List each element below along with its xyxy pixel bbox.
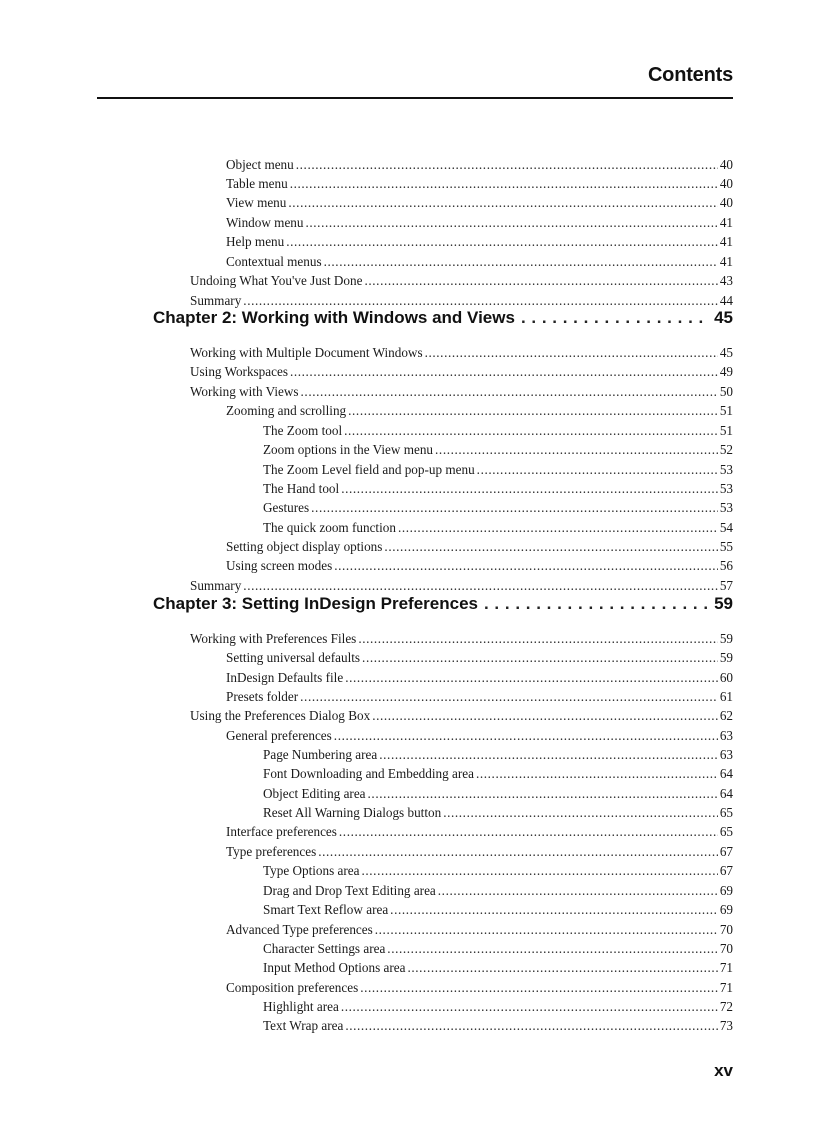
toc-entry-title: The Zoom tool bbox=[263, 423, 343, 438]
toc-entry-title: Reset All Warning Dialogs button bbox=[263, 805, 442, 820]
toc-entry-page: 59 bbox=[714, 594, 733, 613]
toc-entry-page: 40 bbox=[719, 176, 733, 191]
toc-entry-title: Input Method Options area bbox=[263, 960, 406, 975]
toc-entry-page: 60 bbox=[719, 670, 733, 685]
toc-entry-title: Using the Preferences Dialog Box bbox=[190, 708, 371, 723]
toc-entry-page: 71 bbox=[719, 960, 733, 975]
toc-entry-title: Summary bbox=[190, 578, 242, 593]
toc-entry-page: 51 bbox=[719, 423, 733, 438]
toc-entry bbox=[263, 423, 733, 439]
dot-leader bbox=[344, 423, 718, 439]
dot-leader bbox=[362, 650, 718, 666]
dot-leader bbox=[360, 980, 718, 996]
toc-entry bbox=[263, 500, 733, 516]
toc-entry bbox=[263, 786, 733, 802]
dot-leader bbox=[348, 403, 718, 419]
toc-entry-title: Interface preferences bbox=[226, 824, 337, 839]
toc-entry bbox=[263, 462, 733, 478]
toc-entry-page: 73 bbox=[719, 1018, 733, 1033]
toc-entry bbox=[263, 442, 733, 458]
toc-entry-title: Zooming and scrolling bbox=[226, 403, 347, 418]
toc-entry bbox=[190, 293, 733, 309]
toc-entry-page: 71 bbox=[719, 980, 733, 995]
toc-entry bbox=[263, 1018, 733, 1034]
dot-leader bbox=[384, 539, 717, 555]
toc-entry-page: 62 bbox=[719, 708, 733, 723]
dot-leader bbox=[379, 747, 718, 763]
toc-entry-title: Undoing What You've Just Done bbox=[190, 273, 363, 288]
toc-entry-title: Working with Multiple Document Windows bbox=[190, 345, 423, 360]
toc-entry-page: 54 bbox=[719, 520, 733, 535]
toc-entry-title: Advanced Type preferences bbox=[226, 922, 373, 937]
toc-entry-page: 45 bbox=[719, 345, 733, 360]
dot-leader bbox=[368, 786, 718, 802]
dot-leader bbox=[358, 631, 718, 647]
toc-entry-title: Presets folder bbox=[226, 689, 299, 704]
toc-entry bbox=[263, 902, 733, 918]
toc-entry bbox=[226, 922, 733, 938]
toc-entry-page: 53 bbox=[719, 462, 733, 477]
toc-entry-title: Help menu bbox=[226, 234, 285, 249]
dot-leader bbox=[324, 254, 718, 270]
toc-entry-page: 63 bbox=[719, 728, 733, 743]
toc-entry-title: Font Downloading and Embedding area bbox=[263, 766, 474, 781]
toc-entry-title: View menu bbox=[226, 195, 287, 210]
dot-leader bbox=[364, 273, 717, 289]
toc-entry-title: Chapter 3: Setting InDesign Preferences bbox=[153, 594, 478, 613]
dot-leader bbox=[305, 215, 717, 231]
toc-entry-page: 45 bbox=[714, 308, 733, 327]
toc-entry bbox=[226, 824, 733, 840]
toc-entry bbox=[226, 980, 733, 996]
toc-entry-title: The quick zoom function bbox=[263, 520, 396, 535]
toc-entry-page: 44 bbox=[719, 293, 733, 308]
dot-leader bbox=[243, 578, 718, 594]
toc-entry-page: 59 bbox=[719, 631, 733, 646]
dot-leader bbox=[318, 844, 718, 860]
toc-entry-page: 59 bbox=[719, 650, 733, 665]
toc-entry-title: Gestures bbox=[263, 500, 310, 515]
dot-leader bbox=[375, 922, 718, 938]
toc-entry-title: Working with Views bbox=[190, 384, 299, 399]
toc-entry-page: 41 bbox=[719, 254, 733, 269]
dot-leader bbox=[311, 500, 718, 516]
toc-entry-title: Using screen modes bbox=[226, 558, 333, 573]
toc-entry-page: 40 bbox=[719, 157, 733, 172]
toc-entry-page: 53 bbox=[719, 500, 733, 515]
toc-entry-title: Zoom options in the View menu bbox=[263, 442, 434, 457]
toc-entry-page: 72 bbox=[719, 999, 733, 1014]
toc-entry-title: Using Workspaces bbox=[190, 364, 288, 379]
toc-entry-title: Working with Preferences Files bbox=[190, 631, 357, 646]
dot-leader bbox=[443, 805, 718, 821]
toc-entry-title: Window menu bbox=[226, 215, 304, 230]
dot-leader bbox=[345, 1018, 718, 1034]
toc-entry bbox=[263, 766, 733, 782]
toc-entry-page: 50 bbox=[719, 384, 733, 399]
toc-entry-page: 51 bbox=[719, 403, 733, 418]
toc-entry-title: Setting universal defaults bbox=[226, 650, 361, 665]
toc-entry-page: 69 bbox=[719, 902, 733, 917]
dot-leader bbox=[435, 442, 718, 458]
dot-leader bbox=[390, 902, 718, 918]
dot-leader bbox=[484, 594, 708, 614]
toc-entry-page: 41 bbox=[719, 234, 733, 249]
toc-entry bbox=[226, 689, 733, 705]
dot-leader bbox=[286, 234, 718, 250]
toc-entry bbox=[190, 631, 733, 647]
toc-entry-page: 70 bbox=[719, 922, 733, 937]
dot-leader bbox=[407, 960, 717, 976]
toc-entry-title: InDesign Defaults file bbox=[226, 670, 344, 685]
toc-entry-title: Table menu bbox=[226, 176, 288, 191]
toc-entry-title: Chapter 2: Working with Windows and Views bbox=[153, 308, 515, 327]
toc-entry-title: General preferences bbox=[226, 728, 332, 743]
toc-entry-title: Contextual menus bbox=[226, 254, 322, 269]
dot-leader bbox=[341, 999, 718, 1015]
toc-entry-title: Text Wrap area bbox=[263, 1018, 344, 1033]
toc-entry bbox=[190, 345, 733, 361]
toc-entry bbox=[190, 578, 733, 594]
dot-leader bbox=[372, 708, 718, 724]
dot-leader bbox=[301, 384, 718, 400]
toc-entry-title: Object Editing area bbox=[263, 786, 366, 801]
toc-entry bbox=[263, 999, 733, 1015]
toc-entry-title: Character Settings area bbox=[263, 941, 386, 956]
header-rule bbox=[97, 97, 733, 99]
toc-entry bbox=[226, 195, 733, 211]
toc-entry-page: 63 bbox=[719, 747, 733, 762]
dot-leader bbox=[296, 157, 718, 173]
toc-entry bbox=[226, 215, 733, 231]
toc-entry-page: 69 bbox=[719, 883, 733, 898]
dot-leader bbox=[334, 558, 718, 574]
toc-chapter-entry bbox=[153, 308, 733, 328]
dot-leader bbox=[477, 462, 718, 478]
toc-entry-page: 43 bbox=[719, 273, 733, 288]
toc-entry bbox=[190, 384, 733, 400]
toc-entry bbox=[226, 650, 733, 666]
dot-leader bbox=[290, 176, 718, 192]
toc-entry bbox=[190, 273, 733, 289]
toc-entry-title: Composition preferences bbox=[226, 980, 359, 995]
toc-entry-page: 41 bbox=[719, 215, 733, 230]
dot-leader bbox=[476, 766, 718, 782]
toc-chapter-entry bbox=[153, 594, 733, 614]
toc-entry-page: 61 bbox=[719, 689, 733, 704]
toc-entry-page: 49 bbox=[719, 364, 733, 379]
toc-entry bbox=[226, 558, 733, 574]
dot-leader bbox=[339, 824, 718, 840]
dot-leader bbox=[341, 481, 718, 497]
dot-leader bbox=[334, 728, 718, 744]
toc-entry bbox=[226, 844, 733, 860]
toc-entry bbox=[263, 747, 733, 763]
toc-entry bbox=[263, 960, 733, 976]
toc-entry bbox=[190, 708, 733, 724]
toc-entry bbox=[263, 883, 733, 899]
toc-entry-title: Object menu bbox=[226, 157, 294, 172]
dot-leader bbox=[290, 364, 718, 380]
toc-entry-title: Highlight area bbox=[263, 999, 339, 1014]
toc-entry-page: 64 bbox=[719, 766, 733, 781]
toc-entry-page: 53 bbox=[719, 481, 733, 496]
dot-leader bbox=[345, 670, 718, 686]
dot-leader bbox=[288, 195, 717, 211]
toc-entry bbox=[226, 403, 733, 419]
dot-leader bbox=[300, 689, 718, 705]
toc-entry-page: 65 bbox=[719, 824, 733, 839]
toc-entry bbox=[226, 234, 733, 250]
toc-entry bbox=[226, 539, 733, 555]
toc-entry bbox=[226, 157, 733, 173]
toc-entry-page: 40 bbox=[719, 195, 733, 210]
toc-entry-title: Page Numbering area bbox=[263, 747, 378, 762]
running-head: Contents bbox=[647, 64, 733, 86]
toc-entry-title: Type preferences bbox=[226, 844, 317, 859]
dot-leader bbox=[521, 308, 708, 328]
toc-entry bbox=[263, 805, 733, 821]
dot-leader bbox=[438, 883, 718, 899]
toc-entry bbox=[263, 863, 733, 879]
page-folio: xv bbox=[714, 1061, 733, 1080]
toc-entry bbox=[263, 941, 733, 957]
toc-entry-page: 64 bbox=[719, 786, 733, 801]
toc-entry-page: 56 bbox=[719, 558, 733, 573]
dot-leader bbox=[425, 345, 718, 361]
dot-leader bbox=[398, 520, 718, 536]
toc-entry bbox=[263, 520, 733, 536]
toc-entry-title: The Zoom Level field and pop-up menu bbox=[263, 462, 475, 477]
toc-entry-title: Setting object display options bbox=[226, 539, 383, 554]
toc-entry-page: 67 bbox=[719, 863, 733, 878]
toc-entry bbox=[263, 481, 733, 497]
toc-entry-title: Smart Text Reflow area bbox=[263, 902, 389, 917]
dot-leader bbox=[361, 863, 717, 879]
toc-entry-page: 70 bbox=[719, 941, 733, 956]
toc-entry bbox=[190, 364, 733, 380]
toc-entry-title: Drag and Drop Text Editing area bbox=[263, 883, 436, 898]
toc-entry-page: 65 bbox=[719, 805, 733, 820]
toc-entry-page: 67 bbox=[719, 844, 733, 859]
toc-entry-title: Summary bbox=[190, 293, 242, 308]
toc-entry-title: The Hand tool bbox=[263, 481, 340, 496]
toc-entry bbox=[226, 176, 733, 192]
toc-entry bbox=[226, 254, 733, 270]
toc-entry-page: 57 bbox=[719, 578, 733, 593]
toc-entry bbox=[226, 670, 733, 686]
toc-entry bbox=[226, 728, 733, 744]
toc-entry-page: 55 bbox=[719, 539, 733, 554]
toc-entry-title: Type Options area bbox=[263, 863, 360, 878]
dot-leader bbox=[243, 293, 718, 309]
dot-leader bbox=[387, 941, 718, 957]
toc-entry-page: 52 bbox=[719, 442, 733, 457]
